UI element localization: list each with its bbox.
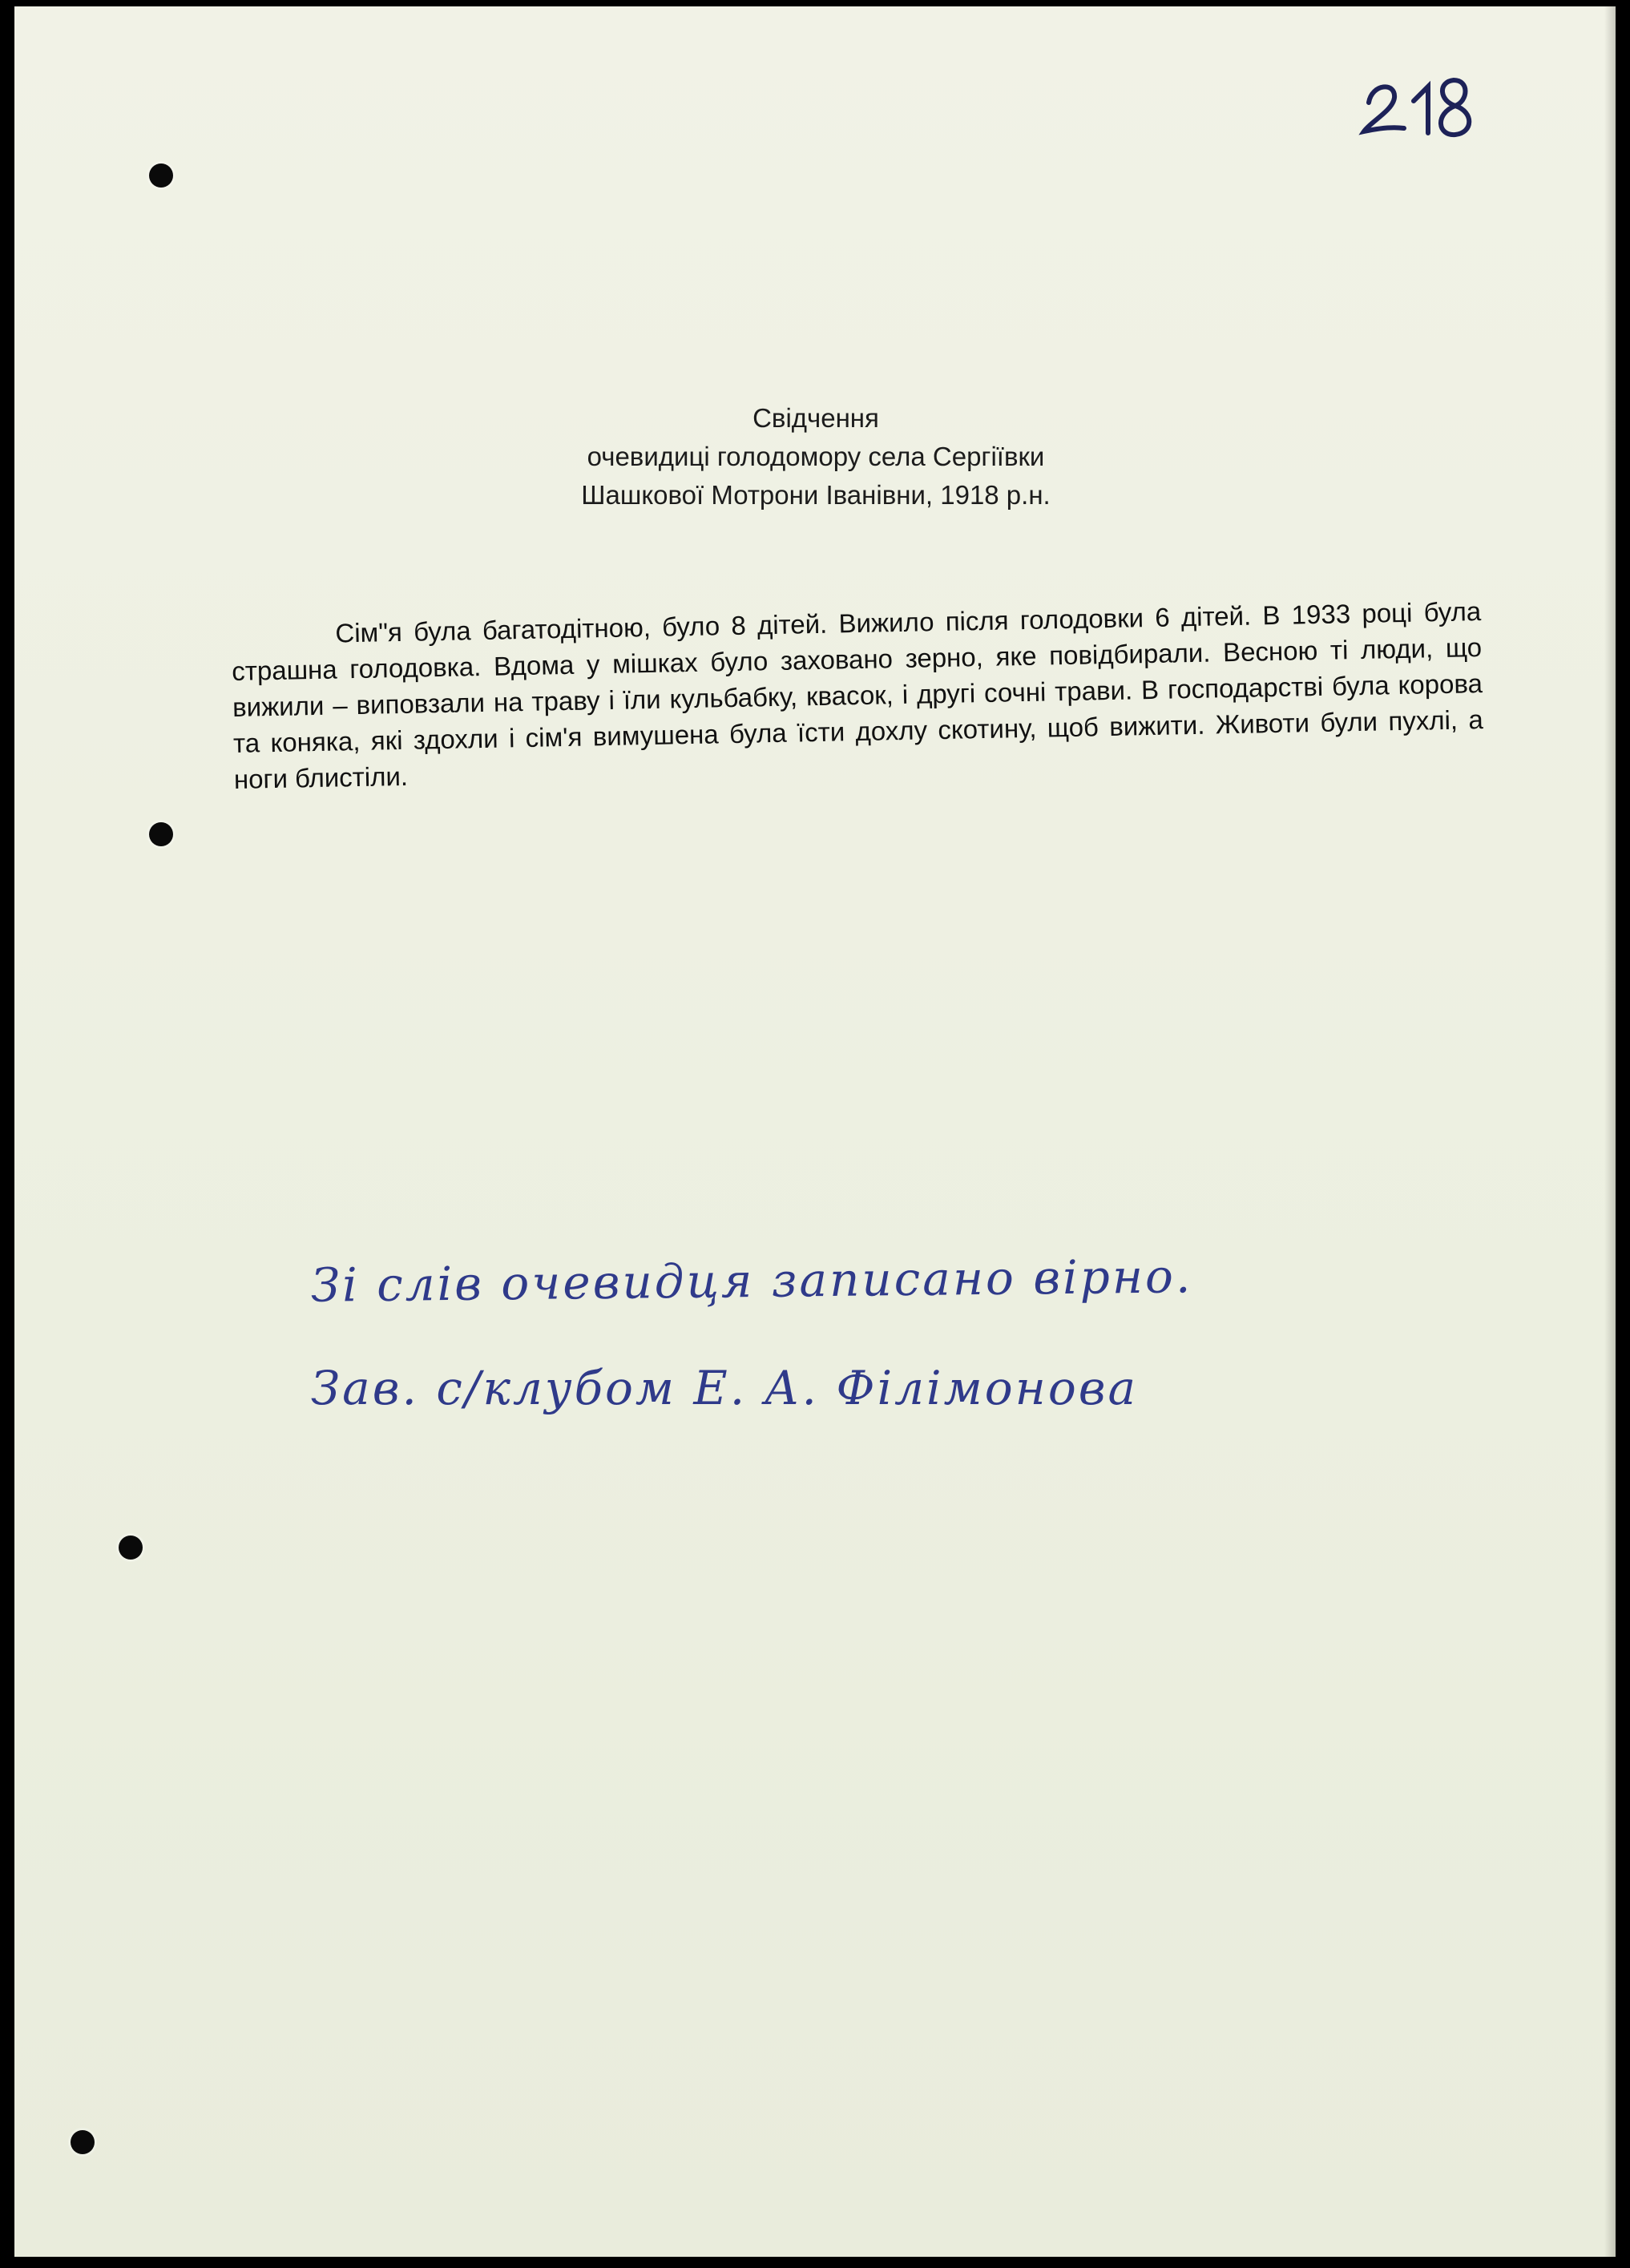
punch-hole-3 <box>119 1536 143 1560</box>
handwritten-certification: Зі слів очевидця записано вірно. <box>310 1249 1193 1313</box>
punch-hole-4 <box>71 2130 95 2154</box>
title-line-3: Шашкової Мотрони Іванівни, 1918 р.н. <box>581 480 1051 510</box>
punch-hole-2 <box>149 822 173 846</box>
title-line-2: очевидиці голодомору села Сергіївки <box>587 442 1045 471</box>
testimony-paragraph: Сім"я була багатодітною, було 8 дітей. Вижило після голодовки 6 дітей. В 1933 році була страшна голодовка. Вдома у мішках було заховано зерно, яке повідбирали. Весною ті люди, що вижили – виповзали на траву і їли кульбабку, квасок, і другі сочні трави. В господарстві була корова та коняка, які здохли і сім'я вимушена була їсти дохлу скотину, щоб вижити. Животи були пухлі, а ноги блистіли. <box>231 596 1484 794</box>
folio-number-handwritten <box>1354 69 1483 141</box>
punch-hole-1 <box>149 163 173 188</box>
handwritten-signature-line: Зав. с/клубом Е. А. Філімонова <box>311 1361 1139 1415</box>
document-title <box>495 399 1136 515</box>
title-line-1: Свідчення <box>752 403 879 433</box>
document-page <box>14 6 1616 2257</box>
page-edge-shadow <box>1604 6 1616 2257</box>
folio-number-glyphs <box>1354 69 1483 141</box>
